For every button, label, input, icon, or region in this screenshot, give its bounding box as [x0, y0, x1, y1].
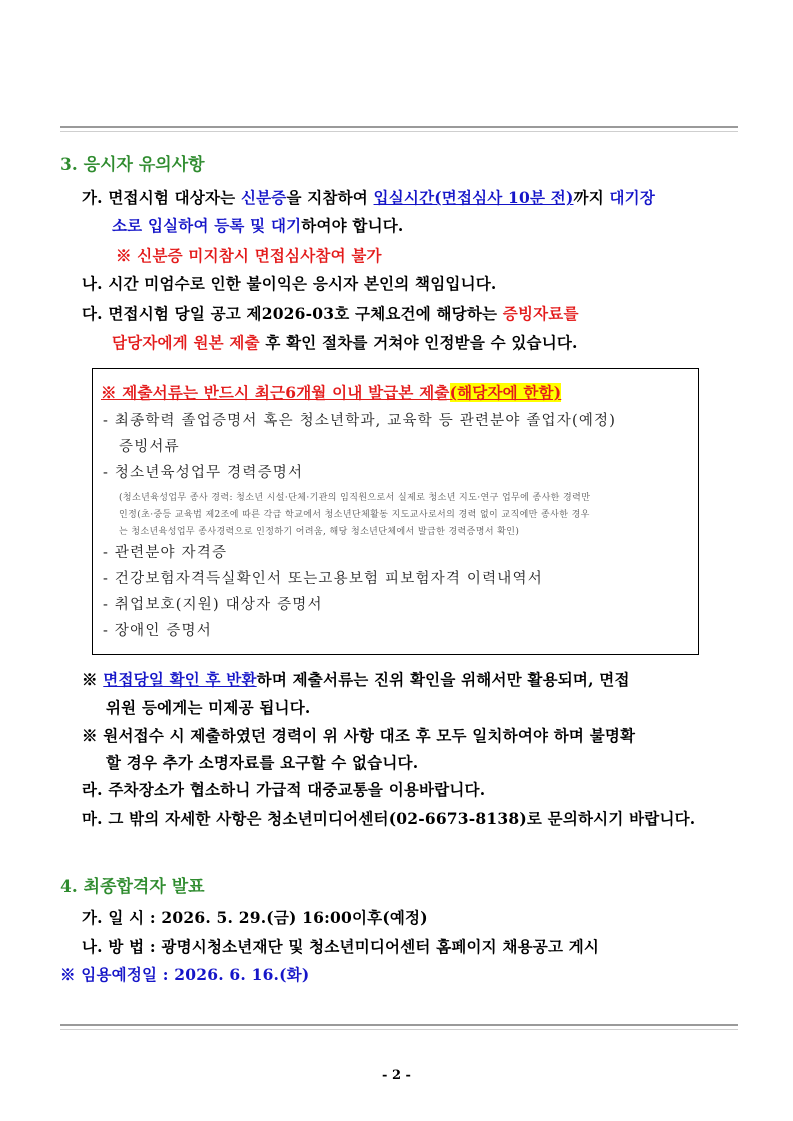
- da-text-2: 후 확인 절차를 거쳐야 인정받을 수 있습니다.: [259, 333, 578, 352]
- ga-text-1: 가. 면접시험 대상자는: [82, 188, 241, 207]
- note-return-line2: 위원 등에게는 미제공 됩니다.: [106, 698, 311, 717]
- item-da-line2: [112, 331, 578, 353]
- doc-note-2: 인정(초·중등 교육법 제2조에 따른 각급 학교에서 청소년단체활동 지도교사로서의 경력 없이 교직에만 종사한 경우: [119, 510, 590, 520]
- waiting-room-text-2: 소로 입실하여 등록 및 대기: [112, 216, 302, 235]
- doc-item-3: - 관련분야 자격증: [103, 545, 228, 561]
- id-card-warning: ※ 신분증 미지참시 면접심사참여 불가: [116, 246, 382, 265]
- item-ga-line2: [112, 214, 404, 236]
- ga-text-2: 을 지참하여: [286, 188, 374, 207]
- note-mark: ※: [82, 670, 104, 689]
- item-na: 나. 시간 미엄수로 인한 불이익은 응시자 본인의 책임입니다.: [82, 274, 497, 293]
- note-career-line1: ※ 원서접수 시 제출하였던 경력이 위 사항 대조 후 모두 일치하여야 하며 불명확: [82, 726, 636, 745]
- note-return-text-1: 하며 제출서류는 진위 확인을 위해서만 활용되며, 면접: [256, 670, 630, 689]
- box-notice-red: ※ 제출서류는 반드시 최근6개월 이내 발급본 제출: [101, 383, 450, 402]
- da-text-1: 다. 면접시험 당일 공고 제2026-03호 구체요건에 해당하는: [82, 304, 503, 323]
- evidence-docs-text: 증빙자료를: [502, 304, 579, 323]
- id-card-text: 신분증: [240, 188, 287, 207]
- bottom-divider: [60, 1024, 738, 1030]
- page-number: - 2 -: [382, 1068, 411, 1083]
- doc-item-6: - 장애인 증명서: [103, 623, 212, 639]
- entry-time-text: 입실시간(면접심사 10분 전): [373, 188, 574, 207]
- doc-item-4: - 건강보험자격득실확인서 또는고용보험 피보험자격 이력내역서: [103, 571, 543, 587]
- doc-note-1: (청소년육성업무 종사 경력: 청소년 시설·단체·기관의 임직원으로서 실제로 청소년 지도·연구 업무에 종사한 경력만: [119, 493, 591, 503]
- required-documents-box: [92, 368, 699, 655]
- top-divider: [60, 126, 738, 132]
- section3-title: 3. 응시자 유의사항: [60, 155, 205, 175]
- doc-note-3: 는 청소년육성업무 종사경력으로 인정하기 어려움, 해당 청소년단체에서 발급한 경력증명서 확인): [119, 527, 520, 537]
- item-da-line1: [82, 302, 579, 324]
- announce-method: 나. 방 법 : 광명시청소년재단 및 청소년미디어센터 홈페이지 채용공고 게시: [82, 937, 600, 956]
- waiting-room-text: 대기장: [609, 188, 655, 207]
- ga-text-3: 까지: [573, 188, 610, 207]
- doc-item-5: - 취업보호(지원) 대상자 증명서: [103, 597, 323, 613]
- note-return-line1: [82, 668, 630, 690]
- announce-date: 가. 일 시 : 2026. 5. 29.(금) 16:00이후(예정): [82, 908, 428, 927]
- appointment-date: ※ 임용예정일 : 2026. 6. 16.(화): [60, 965, 310, 984]
- ga-text-4: 하여야 합니다.: [301, 216, 404, 235]
- return-text: 면접당일 확인 후 반환: [103, 670, 257, 689]
- box-notice: [101, 381, 561, 403]
- doc-item-1: - 최종학력 졸업증명서 혹은 청소년학과, 교육학 등 관련분야 졸업자(예정): [103, 413, 617, 429]
- section4-title: 4. 최종합격자 발표: [60, 877, 205, 897]
- doc-item-2: - 청소년육성업무 경력증명서: [103, 465, 304, 481]
- box-notice-highlight: (해당자에 한함): [449, 383, 562, 402]
- doc-item-1-cont: 증빙서류: [119, 439, 180, 455]
- item-ma: 마. 그 밖의 자세한 사항은 청소년미디어센터(02-6673-8138)로 문의하시기 바랍니다.: [82, 809, 696, 828]
- item-ra: 라. 주차장소가 협소하니 가급적 대중교통을 이용바랍니다.: [82, 780, 486, 799]
- original-submit-text: 담당자에게 원본 제출: [112, 333, 260, 352]
- note-career-line2: 할 경우 추가 소명자료를 요구할 수 없습니다.: [106, 753, 419, 772]
- item-ga-line1: [82, 186, 655, 208]
